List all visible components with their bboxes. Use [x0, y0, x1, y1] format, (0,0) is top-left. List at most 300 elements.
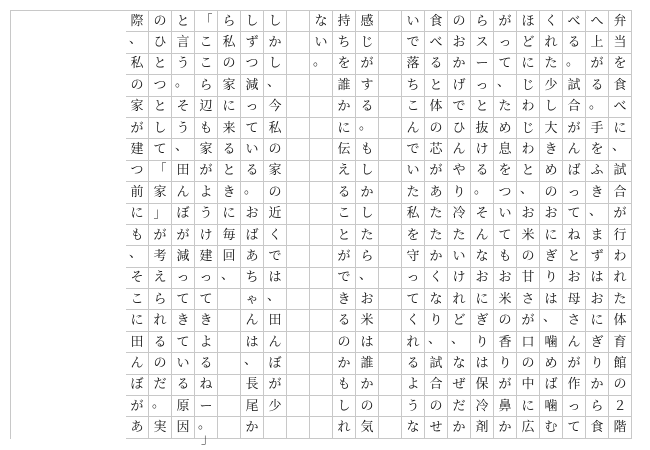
grid-cell	[379, 54, 401, 75]
grid-cell: 。	[172, 75, 194, 96]
grid-cell	[310, 97, 332, 118]
grid-cell: 、	[425, 332, 447, 353]
grid-cell: が	[425, 161, 447, 182]
manuscript-column	[333, 11, 356, 439]
grid-cell	[379, 11, 401, 32]
grid-cell	[310, 161, 332, 182]
grid-cell: 弁	[609, 11, 631, 32]
grid-cell: た	[425, 225, 447, 246]
grid-cell: 息	[494, 139, 516, 160]
grid-cell	[310, 225, 332, 246]
grid-cell	[218, 353, 240, 374]
grid-cell: 。	[310, 54, 332, 75]
grid-cell: た	[356, 225, 378, 246]
grid-cell: た	[402, 182, 424, 203]
grid-cell	[310, 246, 332, 267]
grid-cell: 試	[425, 353, 447, 374]
grid-cell: が	[494, 11, 516, 32]
grid-cell: い	[402, 11, 424, 32]
grid-cell: 、	[448, 332, 470, 353]
grid-cell	[379, 246, 401, 267]
grid-cell: ら	[149, 289, 171, 310]
grid-cell: べ	[425, 32, 447, 53]
grid-cell: 体	[609, 310, 631, 331]
grid-cell: し	[333, 396, 355, 417]
grid-cell: の	[517, 353, 539, 374]
grid-cell: に	[126, 310, 148, 331]
grid-cell: が	[149, 225, 171, 246]
grid-cell: 冷	[471, 396, 493, 417]
manuscript-column	[126, 11, 149, 439]
grid-cell: る	[333, 182, 355, 203]
grid-cell: と	[149, 97, 171, 118]
grid-cell	[287, 139, 309, 160]
grid-cell: も	[494, 246, 516, 267]
grid-cell: ぎ	[586, 332, 608, 353]
grid-cell: じ	[517, 75, 539, 96]
grid-cell: つ	[494, 182, 516, 203]
grid-cell: ー	[195, 396, 217, 417]
grid-cell: 作	[563, 375, 585, 396]
grid-cell	[287, 310, 309, 331]
grid-cell: か	[241, 417, 263, 438]
grid-cell: が	[195, 161, 217, 182]
grid-cell: 米	[494, 289, 516, 310]
grid-cell: ば	[540, 375, 562, 396]
grid-cell: り	[494, 353, 516, 374]
grid-cell	[379, 225, 401, 246]
grid-cell: 階	[609, 417, 631, 438]
grid-cell: で	[333, 268, 355, 289]
grid-cell: 大	[540, 118, 562, 139]
manuscript-column	[563, 11, 586, 439]
manuscript-column	[379, 11, 402, 439]
grid-cell: な	[471, 246, 493, 267]
grid-cell: は	[540, 289, 562, 310]
grid-cell: ２	[609, 396, 631, 417]
grid-cell: だ	[448, 396, 470, 417]
grid-cell: か	[448, 54, 470, 75]
grid-cell	[287, 396, 309, 417]
grid-cell: く	[540, 11, 562, 32]
grid-cell: に	[586, 310, 608, 331]
grid-cell: な	[310, 11, 332, 32]
grid-cell: め	[494, 118, 516, 139]
grid-cell	[379, 32, 401, 53]
grid-cell	[287, 75, 309, 96]
grid-cell: の	[540, 182, 562, 203]
manuscript-grid	[10, 10, 632, 447]
grid-cell: 噛	[540, 396, 562, 417]
grid-cell: 家	[149, 182, 171, 203]
grid-cell: お	[448, 32, 470, 53]
grid-cell: 米	[517, 225, 539, 246]
grid-cell: そ	[126, 268, 148, 289]
grid-cell: 、	[540, 310, 562, 331]
grid-cell: お	[471, 268, 493, 289]
grid-cell: 冷	[448, 204, 470, 225]
grid-cell: め	[540, 353, 562, 374]
grid-cell: 私	[218, 32, 240, 53]
grid-cell: い	[172, 353, 194, 374]
grid-cell: る	[425, 54, 447, 75]
grid-cell: く	[425, 268, 447, 289]
grid-cell: け	[448, 268, 470, 289]
grid-cell: れ	[448, 289, 470, 310]
grid-cell: 試	[609, 161, 631, 182]
grid-cell: 館	[609, 353, 631, 374]
manuscript-column	[517, 11, 540, 439]
grid-cell: か	[333, 353, 355, 374]
grid-cell: で	[448, 97, 470, 118]
grid-cell	[310, 204, 332, 225]
grid-cell: き	[218, 182, 240, 203]
grid-cell: 考	[149, 246, 171, 267]
grid-cell: ち	[402, 75, 424, 96]
grid-cell: な	[448, 353, 470, 374]
grid-cell: に	[609, 118, 631, 139]
grid-cell: と	[218, 161, 240, 182]
grid-cell: 建	[126, 139, 148, 160]
grid-cell	[310, 268, 332, 289]
grid-cell: 家	[264, 161, 286, 182]
grid-cell: 鼻	[494, 396, 516, 417]
grid-cell: か	[356, 182, 378, 203]
grid-cell: じ	[356, 32, 378, 53]
grid-cell: の	[425, 396, 447, 417]
grid-cell: 試	[563, 75, 585, 96]
grid-cell: 前	[126, 182, 148, 203]
grid-cell: 」	[149, 204, 171, 225]
grid-cell: て	[241, 118, 263, 139]
grid-cell: り	[425, 310, 447, 331]
grid-cell: 当	[609, 32, 631, 53]
manuscript-column	[241, 11, 264, 439]
grid-cell: る	[172, 375, 194, 396]
grid-cell: ぎ	[471, 310, 493, 331]
grid-cell: い	[494, 204, 516, 225]
grid-cell: れ	[402, 332, 424, 353]
grid-cell: ふ	[586, 161, 608, 182]
grid-cell: き	[540, 139, 562, 160]
grid-cell: う	[172, 118, 194, 139]
grid-cell: ら	[195, 75, 217, 96]
grid-cell: の	[264, 139, 286, 160]
grid-cell	[287, 268, 309, 289]
grid-cell: が	[126, 118, 148, 139]
grid-cell: れ	[609, 268, 631, 289]
grid-cell: き	[172, 310, 194, 331]
grid-cell: れ	[540, 32, 562, 53]
grid-cell: っ	[172, 268, 194, 289]
grid-cell: は	[471, 353, 493, 374]
grid-cell: 、	[517, 182, 539, 203]
grid-cell: し	[264, 54, 286, 75]
manuscript-column	[609, 11, 632, 439]
grid-cell	[379, 204, 401, 225]
grid-cell: 誰	[356, 353, 378, 374]
grid-cell: 言	[172, 32, 194, 53]
grid-cell: 香	[494, 332, 516, 353]
grid-cell: を	[586, 139, 608, 160]
grid-cell: ん	[172, 182, 194, 203]
grid-cell	[379, 75, 401, 96]
grid-cell: に	[540, 225, 562, 246]
grid-cell: れ	[149, 310, 171, 331]
grid-cell: ス	[471, 32, 493, 53]
grid-cell	[287, 332, 309, 353]
grid-cell: き	[586, 182, 608, 203]
grid-cell: あ	[241, 246, 263, 267]
grid-cell: お	[241, 204, 263, 225]
grid-cell: し	[356, 161, 378, 182]
grid-cell	[379, 353, 401, 374]
grid-cell: り	[448, 182, 470, 203]
grid-cell: る	[149, 332, 171, 353]
grid-cell: べ	[609, 97, 631, 118]
grid-cell: 。	[563, 54, 585, 75]
grid-cell: け	[471, 139, 493, 160]
grid-cell: 来	[218, 118, 240, 139]
grid-cell: げ	[448, 75, 470, 96]
grid-cell: て	[195, 289, 217, 310]
grid-cell: ん	[563, 332, 585, 353]
grid-cell: わ	[517, 139, 539, 160]
grid-cell: 伝	[333, 139, 355, 160]
grid-cell: へ	[586, 11, 608, 32]
grid-cell: だ	[149, 375, 171, 396]
grid-cell: 「	[149, 161, 171, 182]
grid-cell: か	[448, 417, 470, 438]
manuscript-column	[448, 11, 471, 439]
grid-cell: ぼ	[264, 353, 286, 374]
grid-cell: 。	[195, 417, 217, 438]
manuscript-column	[264, 11, 287, 439]
grid-cell: う	[172, 54, 194, 75]
grid-cell: に	[517, 396, 539, 417]
grid-cell: た	[540, 54, 562, 75]
grid-cell	[287, 375, 309, 396]
grid-cell: 広	[517, 417, 539, 438]
grid-cell: よ	[195, 182, 217, 203]
grid-cell: 近	[264, 204, 286, 225]
grid-cell: お	[494, 268, 516, 289]
grid-cell	[218, 375, 240, 396]
grid-cell: は	[264, 268, 286, 289]
grid-cell: ん	[264, 332, 286, 353]
grid-cell: る	[471, 161, 493, 182]
grid-cell: が	[172, 225, 194, 246]
grid-cell: 建	[195, 246, 217, 267]
grid-cell: お	[586, 289, 608, 310]
grid-cell: る	[195, 353, 217, 374]
grid-cell	[310, 289, 332, 310]
grid-cell: 、	[172, 139, 194, 160]
grid-cell: う	[195, 204, 217, 225]
grid-cell: り	[471, 332, 493, 353]
grid-cell: ず	[241, 32, 263, 53]
grid-cell: え	[333, 161, 355, 182]
grid-cell: ぼ	[172, 204, 194, 225]
grid-cell: お	[517, 204, 539, 225]
grid-cell	[218, 289, 240, 310]
grid-cell: り	[540, 268, 562, 289]
grid-cell: 上	[586, 32, 608, 53]
grid-cell: が	[563, 353, 585, 374]
grid-cell: 保	[471, 375, 493, 396]
grid-cell: の	[356, 396, 378, 417]
grid-cell	[218, 310, 240, 331]
grid-cell: ち	[333, 32, 355, 53]
grid-cell: あ	[126, 417, 148, 438]
grid-cell: の	[218, 54, 240, 75]
grid-cell	[310, 139, 332, 160]
grid-cell: 長	[241, 375, 263, 396]
grid-cell: 。	[471, 182, 493, 203]
grid-cell: ー	[471, 54, 493, 75]
grid-cell: 減	[241, 75, 263, 96]
grid-cell: や	[448, 161, 470, 182]
grid-cell: 。	[356, 118, 378, 139]
grid-cell: 手	[586, 118, 608, 139]
grid-cell: か	[264, 32, 286, 53]
grid-cell: ん	[563, 139, 585, 160]
grid-cell: そ	[172, 97, 194, 118]
overflow-char: 」	[201, 431, 215, 447]
grid-cell	[310, 310, 332, 331]
grid-cell: 田	[264, 310, 286, 331]
manuscript-column	[172, 11, 195, 439]
grid-cell: 食	[609, 75, 631, 96]
grid-cell	[287, 289, 309, 310]
grid-cell: れ	[333, 417, 355, 438]
grid-cell: な	[402, 417, 424, 438]
grid-cell: し	[540, 97, 562, 118]
grid-cell: と	[563, 246, 585, 267]
manuscript-column	[471, 11, 494, 439]
grid-cell: 、	[494, 75, 516, 96]
grid-cell: わ	[609, 246, 631, 267]
grid-cell: て	[494, 225, 516, 246]
grid-cell	[218, 332, 240, 353]
grid-cell: 感	[356, 11, 378, 32]
grid-cell: お	[563, 268, 585, 289]
grid-cell: る	[402, 353, 424, 374]
grid-cell: 合	[563, 97, 585, 118]
grid-cell: が	[609, 204, 631, 225]
grid-cell	[287, 417, 309, 438]
grid-cell: か	[494, 417, 516, 438]
grid-cell: の	[448, 11, 470, 32]
grid-cell: 「	[195, 11, 217, 32]
grid-cell: で	[402, 32, 424, 53]
grid-cell	[310, 375, 332, 396]
grid-cell: に	[517, 54, 539, 75]
grid-cell: 口	[517, 332, 539, 353]
grid-cell: よ	[195, 332, 217, 353]
grid-cell: 、	[126, 32, 148, 53]
grid-cell: ば	[563, 161, 585, 182]
grid-cell: と	[471, 97, 493, 118]
grid-cell	[287, 353, 309, 374]
grid-cell: た	[609, 289, 631, 310]
grid-cell: を	[494, 161, 516, 182]
grid-cell: ん	[126, 353, 148, 374]
grid-cell: い	[402, 161, 424, 182]
grid-cell: 合	[609, 182, 631, 203]
manuscript-column	[540, 11, 563, 439]
grid-cell: を	[402, 225, 424, 246]
grid-cell: な	[425, 289, 447, 310]
grid-cell: と	[149, 54, 171, 75]
grid-cell: て	[172, 289, 194, 310]
grid-cell	[218, 417, 240, 438]
grid-cell: つ	[126, 161, 148, 182]
grid-cell: 際	[126, 11, 148, 32]
grid-cell: て	[494, 54, 516, 75]
manuscript-column	[494, 11, 517, 439]
manuscript-column	[287, 11, 310, 439]
grid-cell: 。	[241, 182, 263, 203]
grid-cell: た	[494, 97, 516, 118]
grid-cell: す	[356, 75, 378, 96]
grid-cell: 毎	[218, 225, 240, 246]
grid-cell: お	[356, 289, 378, 310]
grid-cell: の	[609, 375, 631, 396]
grid-cell: べ	[563, 11, 585, 32]
grid-cell	[287, 182, 309, 203]
grid-cell	[310, 75, 332, 96]
grid-cell: 。	[586, 97, 608, 118]
grid-cell: は	[356, 332, 378, 353]
grid-cell: て	[563, 417, 585, 438]
grid-cell: る	[241, 161, 263, 182]
grid-cell: 私	[264, 118, 286, 139]
grid-cell: っ	[241, 97, 263, 118]
grid-cell: に	[218, 97, 240, 118]
grid-cell: あ	[425, 182, 447, 203]
grid-cell: た	[425, 204, 447, 225]
grid-cell: に	[126, 204, 148, 225]
grid-cell: の	[126, 75, 148, 96]
manuscript-column	[586, 11, 609, 439]
grid-cell: の	[149, 11, 171, 32]
grid-cell: は	[241, 332, 263, 353]
grid-cell: 。	[149, 396, 171, 417]
grid-cell	[379, 118, 401, 139]
grid-cell: が	[264, 375, 286, 396]
grid-cell: る	[218, 139, 240, 160]
grid-cell: 私	[126, 54, 148, 75]
grid-cell: し	[356, 204, 378, 225]
grid-cell	[379, 396, 401, 417]
grid-cell	[310, 417, 332, 438]
grid-cell: に	[471, 289, 493, 310]
grid-cell: 誰	[333, 75, 355, 96]
grid-cell: る	[356, 97, 378, 118]
grid-cell: か	[356, 375, 378, 396]
grid-cell: 気	[356, 417, 378, 438]
manuscript-column	[195, 11, 218, 447]
grid-cell: こ	[333, 204, 355, 225]
grid-cell	[287, 54, 309, 75]
grid-cell: わ	[517, 97, 539, 118]
grid-cell: の	[517, 246, 539, 267]
grid-cell: 甘	[517, 268, 539, 289]
grid-cell: し	[264, 11, 286, 32]
grid-cell: 田	[172, 161, 194, 182]
grid-cell: ぼ	[126, 375, 148, 396]
